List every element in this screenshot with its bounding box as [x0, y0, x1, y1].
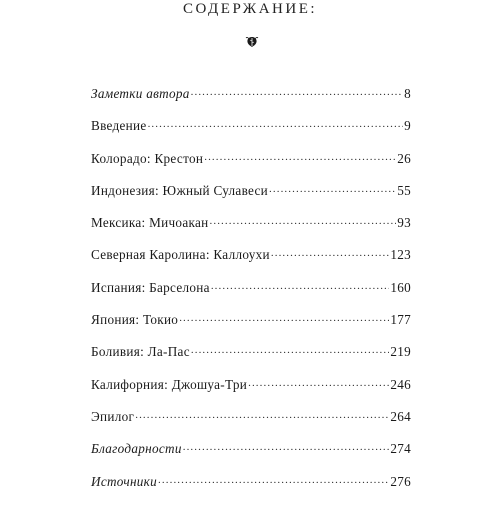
toc-entry-page-number: 160 — [390, 279, 411, 295]
toc-entry-title: Эпилог — [91, 408, 135, 424]
toc-entry[interactable] — [91, 441, 411, 473]
toc-entry-title: Индонезия: Южный Сулавеси — [91, 182, 269, 198]
toc-entry-title: Мексика: Мичоакан — [91, 215, 209, 231]
toc-entry[interactable] — [91, 377, 411, 409]
toc-entry-page-number: 276 — [390, 473, 411, 489]
leaf-ornament-icon — [245, 36, 259, 48]
toc-entry-page-number: 264 — [390, 408, 411, 424]
toc-dot-leader — [210, 215, 397, 227]
toc-entry-title: Испания: Барселона — [91, 279, 210, 295]
toc-entry-title: Заметки автора — [91, 86, 190, 101]
toc-entry-title: Источники — [91, 473, 158, 489]
toc-entry-page-number: 55 — [397, 182, 411, 198]
toc-dot-leader — [183, 441, 390, 453]
toc-dot-leader — [191, 86, 403, 98]
toc-dot-leader — [204, 151, 396, 163]
toc-dot-leader — [191, 344, 389, 356]
toc-entry[interactable] — [91, 86, 411, 118]
toc-entry[interactable] — [91, 151, 411, 183]
toc-entry-page-number: 246 — [390, 376, 411, 392]
table-of-contents — [91, 86, 411, 506]
toc-dot-leader — [158, 474, 389, 486]
toc-entry[interactable] — [91, 344, 411, 376]
toc-entry[interactable] — [91, 183, 411, 215]
toc-entry[interactable] — [91, 247, 411, 279]
toc-entry[interactable] — [91, 118, 411, 150]
toc-entry[interactable] — [91, 409, 411, 441]
toc-dot-leader — [269, 183, 396, 195]
toc-entry-page-number: 177 — [390, 312, 411, 328]
toc-entry-page-number: 93 — [397, 215, 411, 231]
toc-entry-page-number: 219 — [390, 344, 411, 360]
toc-entry-title: Калифорния: Джошуа-Три — [91, 376, 248, 392]
toc-entry-title: Введение — [91, 118, 147, 134]
toc-entry-title: Северная Каролина: Каллоухи — [91, 247, 270, 263]
toc-entry[interactable] — [91, 280, 411, 312]
toc-entry[interactable] — [91, 215, 411, 247]
toc-entry-page-number: 9 — [404, 118, 411, 134]
toc-entry-page-number: 8 — [404, 86, 411, 101]
toc-dot-leader — [248, 377, 389, 389]
toc-dot-leader — [148, 118, 404, 130]
toc-dot-leader — [271, 247, 389, 259]
toc-dot-leader — [135, 409, 389, 421]
toc-entry-title: Колорадо: Крестон — [91, 150, 204, 166]
toc-entry-page-number: 26 — [397, 150, 411, 166]
toc-entry-page-number: 274 — [390, 441, 411, 457]
toc-dot-leader — [179, 312, 389, 324]
toc-entry-title: Япония: Токио — [91, 312, 179, 328]
toc-entry-page-number: 123 — [390, 247, 411, 263]
toc-entry[interactable] — [91, 312, 411, 344]
contents-heading: СОДЕРЖАНИЕ: — [182, 1, 318, 17]
toc-entry-title: Боливия: Ла-Пас — [91, 344, 190, 360]
toc-entry[interactable] — [91, 474, 411, 506]
toc-dot-leader — [211, 280, 390, 292]
toc-entry-title: Благодарности — [91, 441, 182, 457]
